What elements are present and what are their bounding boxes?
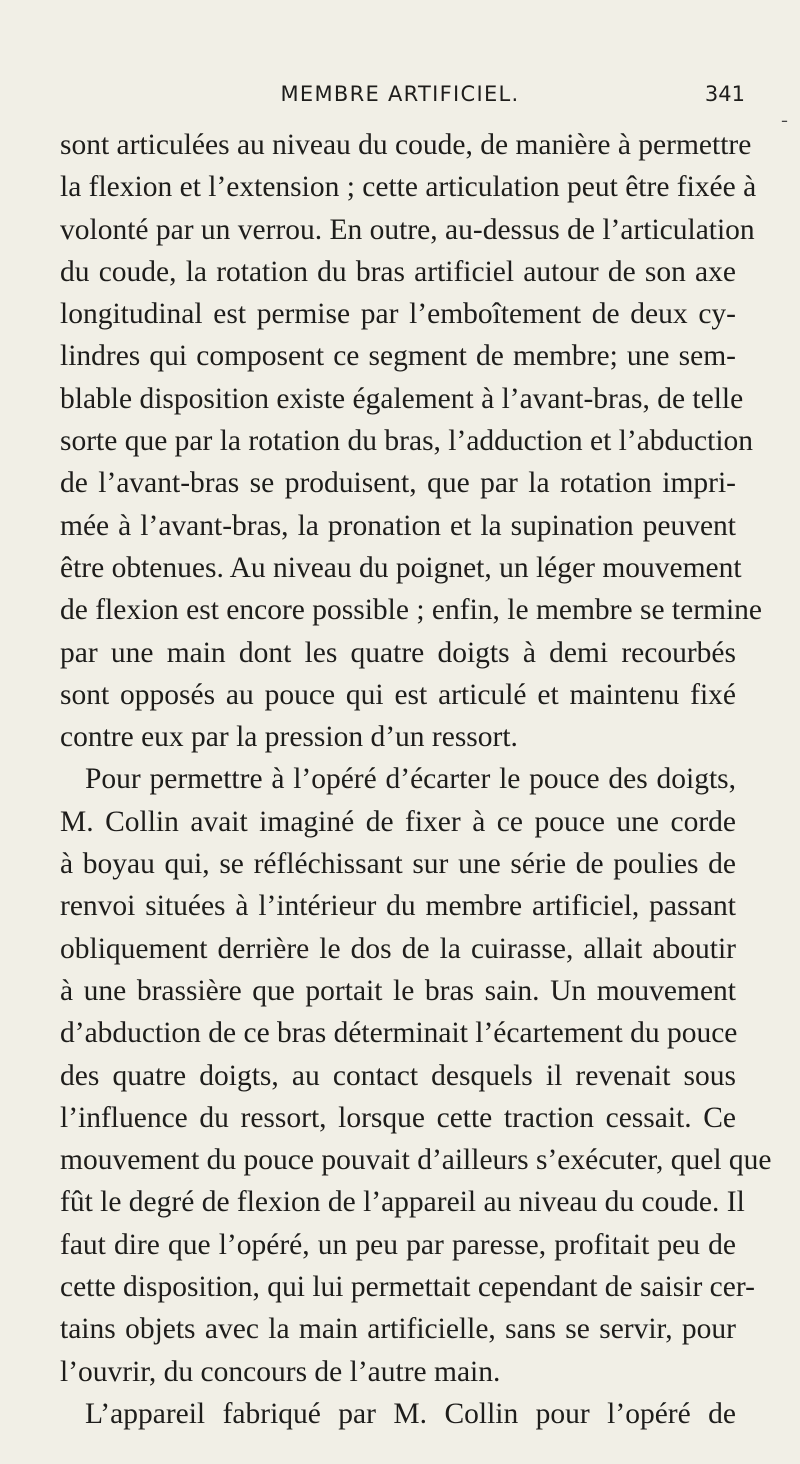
- text-line: sont opposés au pouce qui est articulé et maintenu fixé: [60, 678, 736, 711]
- text-line: la flexion et l’extension ; cette articulation peut être fixée à: [60, 171, 757, 204]
- text-line: longitudinal est permise par l’emboîtement de deux cy-: [60, 298, 736, 331]
- body-text: [60, 124, 772, 1435]
- text-line: L’appareil fabriqué par M. Collin pour l’opéré de: [85, 1397, 736, 1430]
- text-line: du coude, la rotation du bras artificiel autour de son axe: [60, 255, 736, 288]
- text-line: M. Collin avait imaginé de fixer à ce pouce une corde: [60, 805, 736, 838]
- text-line: mée à l’avant-bras, la pronation et la supination peuvent: [60, 509, 736, 542]
- text-line: de l’avant-bras se produisent, que par la rotation impri-: [60, 467, 736, 500]
- page-number: 341: [704, 82, 745, 106]
- text-line: à boyau qui, se réfléchissant sur une série de poulies de: [60, 848, 736, 881]
- text-line: contre eux par la pression d’un ressort.: [60, 721, 518, 754]
- text-line: Pour permettre à l’opéré d’écarter le pouce des doigts,: [85, 763, 736, 796]
- text-line: de flexion est encore possible ; enfin, le membre se termine: [60, 594, 763, 627]
- text-line: l’influence du ressort, lorsque cette traction cessait. Ce: [60, 1101, 736, 1134]
- text-line: par une main dont les quatre doigts à demi recourbés: [60, 636, 736, 669]
- text-line: d’abduction de ce bras déterminait l’écartement du pouce: [60, 1017, 738, 1050]
- text-line: l’ouvrir, du concours de l’autre main.: [60, 1355, 501, 1388]
- text-line: à une brassière que portait le bras sain. Un mouvement: [60, 974, 736, 1007]
- text-line: être obtenues. Au niveau du poignet, un léger mouvement: [60, 551, 742, 584]
- text-line: des quatre doigts, au contact desquels il revenait sous: [60, 1059, 736, 1092]
- running-head: [0, 82, 800, 112]
- text-line: mouvement du pouce pouvait d’ailleurs s’exécuter, quel que: [60, 1144, 772, 1177]
- text-line: sont articulées au niveau du coude, de manière à permettre: [60, 129, 752, 161]
- text-line: volonté par un verrou. En outre, au-dessus de l’articulation: [60, 213, 755, 246]
- text-line: sorte que par la rotation du bras, l’adduction et l’abduction: [60, 425, 754, 458]
- margin-mark: ¯: [780, 118, 789, 139]
- text-line: lindres qui composent ce segment de membre; une sem-: [60, 340, 736, 373]
- text-line: cette disposition, qui lui permettait cependant de saisir cer-: [60, 1271, 755, 1304]
- text-line: renvoi situées à l’intérieur du membre artificiel, passant: [60, 890, 736, 923]
- text-line: blable disposition existe également à l’avant-bras, de telle: [60, 382, 744, 415]
- text-line: obliquement derrière le dos de la cuirasse, allait aboutir: [60, 932, 736, 965]
- text-line: faut dire que l’opéré, un peu par paresse, profitait peu de: [60, 1228, 736, 1261]
- text-line: fût le degré de flexion de l’appareil au niveau du coude. Il: [60, 1186, 745, 1219]
- running-title: MEMBRE ARTIFICIEL.: [280, 82, 520, 106]
- text-line: tains objets avec la main artificielle, sans se servir, pour: [60, 1313, 736, 1346]
